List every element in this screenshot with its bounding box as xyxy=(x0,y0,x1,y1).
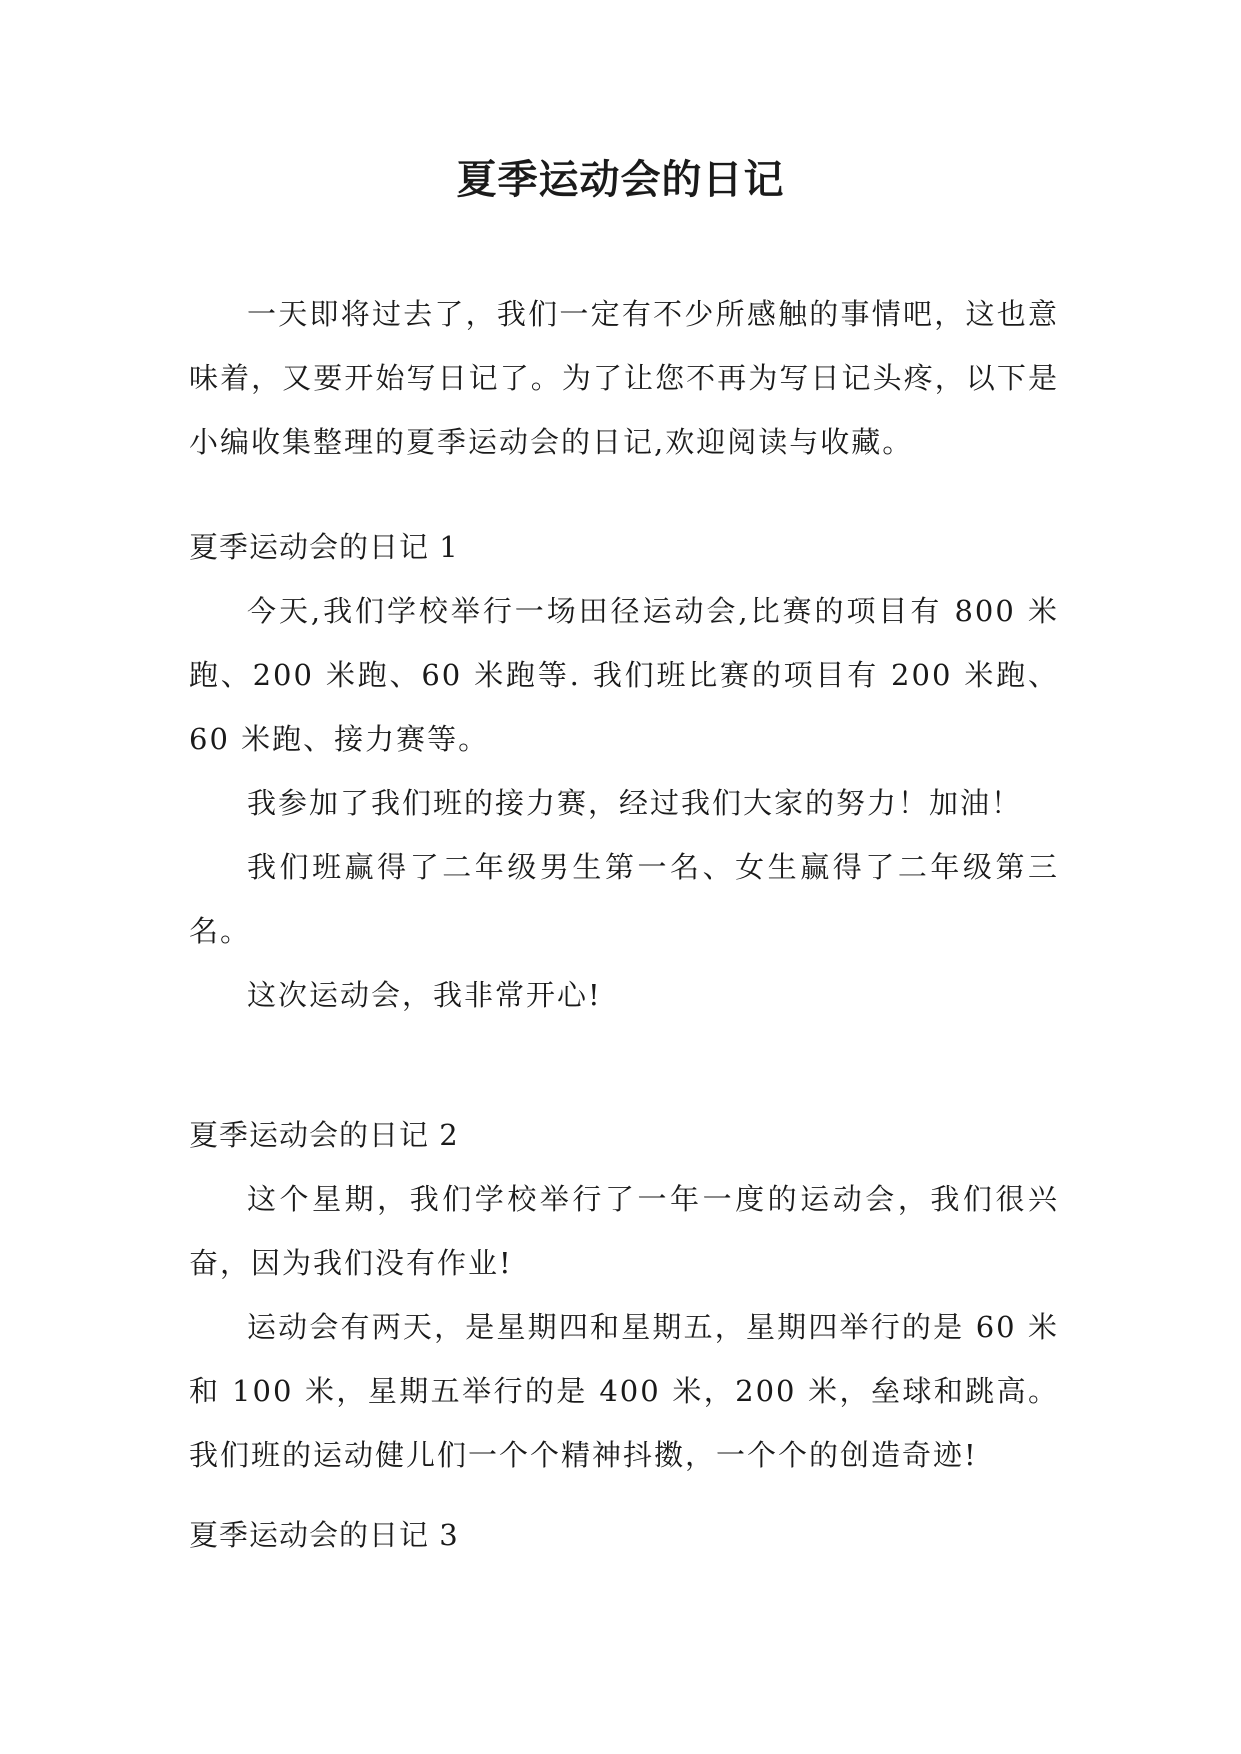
section-1-paragraph-1: 今天,我们学校举行一场田径运动会,比赛的项目有 800 米跑、200 米跑、60 米跑等. 我们班比赛的项目有 200 米跑、60 米跑、接力赛等。 xyxy=(189,594,1059,756)
section-2-heading-wrap xyxy=(189,1103,1059,1167)
section-1-paragraph-2: 我参加了我们班的接力赛，经过我们大家的努力！加油！ xyxy=(247,786,1023,820)
section-3-heading: 夏季运动会的日记 3 xyxy=(189,1518,459,1552)
intro-section xyxy=(189,282,1059,474)
section-1-heading-wrap xyxy=(189,515,1059,579)
section-1-heading: 夏季运动会的日记 1 xyxy=(189,530,459,564)
section-1-paragraph-3: 我们班赢得了二年级男生第一名、女生赢得了二年级第三名。 xyxy=(189,850,1059,948)
section-2-body xyxy=(189,1167,1059,1487)
document-title: 夏季运动会的日记 xyxy=(456,157,785,203)
intro-paragraph: 一天即将过去了，我们一定有不少所感触的事情吧，这也意味着，又要开始写日记了。为了让您不再为写日记头疼，以下是小编收集整理的夏季运动会的日记,欢迎阅读与收藏。 xyxy=(189,297,1059,459)
section-1-body xyxy=(189,579,1059,1027)
section-2-paragraph-2: 运动会有两天，是星期四和星期五，星期四举行的是 60 米和 100 米，星期五举行的是 400 米，200 米，垒球和跳高。我们班的运动健儿们一个个精神抖擞，一个个的创造奇迹! xyxy=(189,1310,1059,1472)
section-3-heading-wrap xyxy=(189,1503,1059,1567)
section-2-heading: 夏季运动会的日记 2 xyxy=(189,1118,459,1152)
section-2-paragraph-1: 这个星期，我们学校举行了一年一度的运动会，我们很兴奋，因为我们没有作业! xyxy=(189,1182,1059,1280)
section-1-paragraph-4: 这次运动会，我非常开心! xyxy=(247,978,602,1012)
